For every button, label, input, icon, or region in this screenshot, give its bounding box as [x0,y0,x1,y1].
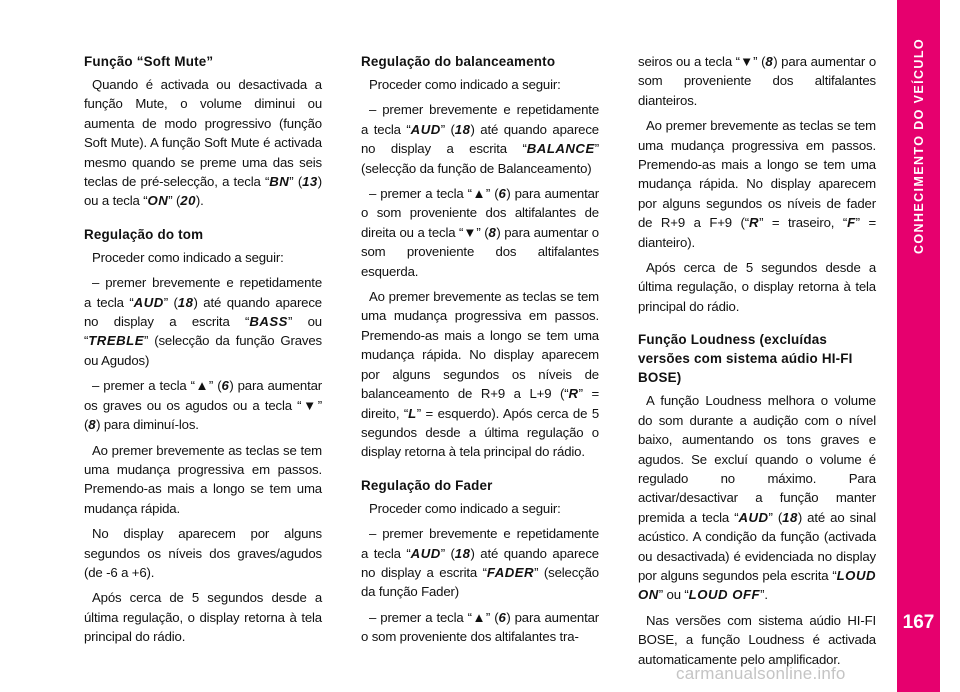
paragraph-tone-intro: Proceder como indicado a seguir: [92,249,284,265]
watermark: carmanualsonline.info [676,664,846,683]
paragraph-tone-step2: – premer a tecla “▲” (6) para aumentar os graves ou os agudos ou a tecla “▼” (8) para diminuí-los. [84,378,323,433]
heading-fader: Regulação do Fader [361,477,493,493]
paragraph-loudness: A função Loudness melhora o volume do som durante a audição com o nível baixo, aumentando os tons graves e agudos. Se excluí quando o volume é regulado no máximo. Para activar/desactivar a função manter premida a tecla “AUD” (18) até ao sinal acústico. A condição da função (activada ou desactivada) é evidenciada no display por alguns segundos pela escrita “LOUD ON” ou “LOUD OFF”. [638,393,877,603]
paragraph-tone-steps-info: Ao premer brevemente as teclas se tem uma mudança progressiva em passos. Premendo-as mais a longo se tem uma mudança rápida. [84,442,322,516]
paragraph-tone-display: No display aparecem por alguns segundos os níveis dos graves/agudos (de -6 a +6). [84,526,322,580]
paragraph-loudness-bose: Nas versões com sistema aúdio HI-FI BOSE, a função Loudness é activada automaticamente pelo amplificador. [638,612,876,667]
paragraph-fader-info: Ao premer brevemente as teclas se tem uma mudança progressiva em passos. Premendo-as mais a longo se tem uma mudança rápida. No display aparecem por alguns segundos os níveis de fader de R+9 a F+9 (“R” = traseiro, “F” = dianteiro). [638,118,876,250]
paragraph-tone-step1: – premer brevemente e repetidamente a tecla “AUD” (18) até quando aparece no display a escrita “BASS” ou “TREBLE” (selecção da função Graves ou Agudos) [84,275,322,368]
paragraph-fader-continued: seiros ou a tecla “▼” (8) para aumentar o som proveniente dos altifalantes dianteiros. [638,54,876,108]
paragraph-fader-return: Após cerca de 5 segundos desde a última regulação, o display retorna à tela principal do rádio. [638,260,876,314]
column-right [638,52,876,675]
paragraph-balance-intro: Proceder como indicado a seguir: [369,77,561,92]
heading-tone: Regulação do tom [84,226,204,242]
paragraph-balance-info: Ao premer brevemente as teclas se tem uma mudança progressiva em passos. Premendo-as mais a longo se tem uma mudança rápida. No display aparecem por alguns segundos os níveis de balanceamento de R+9 a L+9 (“R” = direito, “L” = esquerdo). Após cerca de 5 segundos desde a última regulação o display retorna à tela principal do rádio. [361,289,600,460]
page-number: 167 [902,612,935,633]
heading-balance: Regulação do balanceamento [361,54,556,69]
heading-loudness: Função Loudness (excluídas versões com sistema aúdio HI-FI BOSE) [638,332,853,386]
chapter-sidebar [897,0,940,692]
paragraph-balance-step2: – premer a tecla “▲” (6) para aumentar o som proveniente dos altifalantes de direita ou a tecla “▼” (8) para aumentar o som proveniente dos altifalantes esquerda. [361,186,600,279]
paragraph-fader-step1: – premer brevemente e repetidamente a tecla “AUD” (18) até quando aparece no display a escrita “FADER” (selecção da função Fader) [361,526,599,600]
heading-soft-mute: Função “Soft Mute” [84,54,214,69]
column-middle [361,52,599,653]
chapter-title: CONHECIMENTO DO VEÍCULO [911,38,926,255]
paragraph-tone-return: Após cerca de 5 segundos desde a última regulação, o display retorna à tela principal do rádio. [84,590,322,645]
column-left [84,52,322,653]
paragraph-balance-step1: – premer brevemente e repetidamente a tecla “AUD” (18) até quando aparece no display a escrita “BALANCE” (selecção da função de Balanceamento) [361,102,599,176]
paragraph-soft-mute: Quando é activada ou desactivada a função Mute, o volume diminui ou aumenta de modo progressivo (função Soft Mute). A função Soft Mute é activada mesmo quando se preme uma das seis teclas de pré-selecção, a tecla “BN” (13) ou a tecla “ON” (20). [84,77,322,209]
paragraph-fader-step2: – premer a tecla “▲” (6) para aumentar o som proveniente dos altifalantes tra- [361,609,600,645]
paragraph-fader-intro: Proceder como indicado a seguir: [369,500,561,516]
